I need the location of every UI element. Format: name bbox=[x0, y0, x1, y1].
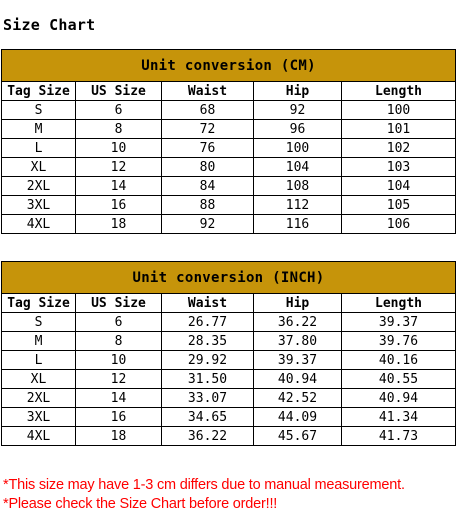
table-cell: 106 bbox=[342, 215, 456, 234]
table-row bbox=[2, 177, 456, 196]
table-cell: 2XL bbox=[2, 389, 76, 408]
table-cell: 12 bbox=[76, 158, 162, 177]
table-cell: 37.80 bbox=[254, 332, 342, 351]
table-cell: 116 bbox=[254, 215, 342, 234]
table-cell: 31.50 bbox=[162, 370, 254, 389]
table-row bbox=[2, 332, 456, 351]
table-cell: 105 bbox=[342, 196, 456, 215]
table-cell: 41.73 bbox=[342, 427, 456, 446]
table-cell: XL bbox=[2, 370, 76, 389]
table-cell: 44.09 bbox=[254, 408, 342, 427]
table-row bbox=[2, 389, 456, 408]
table-cell: 40.55 bbox=[342, 370, 456, 389]
table-cell: 3XL bbox=[2, 196, 76, 215]
table-cell: 72 bbox=[162, 120, 254, 139]
table-cell: 100 bbox=[342, 101, 456, 120]
table-row bbox=[2, 351, 456, 370]
table-cell: 6 bbox=[76, 101, 162, 120]
table-cell: 16 bbox=[76, 196, 162, 215]
table-cell: 41.34 bbox=[342, 408, 456, 427]
table-cell: 88 bbox=[162, 196, 254, 215]
column-header: Waist bbox=[162, 82, 254, 101]
table-cell: 26.77 bbox=[162, 313, 254, 332]
page-title: Size Chart bbox=[3, 16, 96, 34]
table-cell: 68 bbox=[162, 101, 254, 120]
table-cell: 104 bbox=[342, 177, 456, 196]
table-cell: 45.67 bbox=[254, 427, 342, 446]
table-cell: 29.92 bbox=[162, 351, 254, 370]
table-cell: L bbox=[2, 139, 76, 158]
table-row bbox=[2, 101, 456, 120]
table-cell: 14 bbox=[76, 389, 162, 408]
table-row bbox=[2, 158, 456, 177]
table-row bbox=[2, 408, 456, 427]
table-cell: S bbox=[2, 313, 76, 332]
table-row bbox=[2, 215, 456, 234]
table-cell: 3XL bbox=[2, 408, 76, 427]
table-cell: M bbox=[2, 332, 76, 351]
table-cell: 103 bbox=[342, 158, 456, 177]
column-header: Waist bbox=[162, 294, 254, 313]
order-note: *Please check the Size Chart before order!!! bbox=[3, 496, 278, 512]
table-cell: 92 bbox=[254, 101, 342, 120]
table-header-row bbox=[2, 82, 456, 101]
column-header: US Size bbox=[76, 294, 162, 313]
table-cell: 18 bbox=[76, 427, 162, 446]
table-row bbox=[2, 139, 456, 158]
table-row bbox=[2, 313, 456, 332]
table-cell: 100 bbox=[254, 139, 342, 158]
table-cell: S bbox=[2, 101, 76, 120]
table-cell: 80 bbox=[162, 158, 254, 177]
table-cell: XL bbox=[2, 158, 76, 177]
column-header: Hip bbox=[254, 82, 342, 101]
table-caption: Unit conversion (INCH) bbox=[2, 262, 456, 294]
size-table-cm bbox=[1, 49, 456, 234]
table-cell: 104 bbox=[254, 158, 342, 177]
table-cell: 102 bbox=[342, 139, 456, 158]
table-row bbox=[2, 120, 456, 139]
table-cell: 14 bbox=[76, 177, 162, 196]
column-header: Tag Size bbox=[2, 294, 76, 313]
table-cell: 40.16 bbox=[342, 351, 456, 370]
table-cell: 12 bbox=[76, 370, 162, 389]
table-cell: 39.37 bbox=[342, 313, 456, 332]
table-row bbox=[2, 196, 456, 215]
table-cell: 34.65 bbox=[162, 408, 254, 427]
table-caption: Unit conversion (CM) bbox=[2, 50, 456, 82]
column-header: Hip bbox=[254, 294, 342, 313]
table-row bbox=[2, 427, 456, 446]
table-cell: 8 bbox=[76, 120, 162, 139]
table-cell: 36.22 bbox=[162, 427, 254, 446]
table-cell: 6 bbox=[76, 313, 162, 332]
table-cell: 42.52 bbox=[254, 389, 342, 408]
size-table-inch bbox=[1, 261, 456, 446]
table-caption-row bbox=[2, 50, 456, 82]
column-header: Tag Size bbox=[2, 82, 76, 101]
table-cell: 10 bbox=[76, 351, 162, 370]
table-cell: 40.94 bbox=[254, 370, 342, 389]
table-row bbox=[2, 370, 456, 389]
measurement-note: *This size may have 1-3 cm differs due to manual measurement. bbox=[3, 477, 405, 493]
table-cell: 39.76 bbox=[342, 332, 456, 351]
table-cell: 18 bbox=[76, 215, 162, 234]
table-cell: 36.22 bbox=[254, 313, 342, 332]
table-caption-row bbox=[2, 262, 456, 294]
table-cell: 101 bbox=[342, 120, 456, 139]
table-cell: 96 bbox=[254, 120, 342, 139]
table-cell: 2XL bbox=[2, 177, 76, 196]
table-cell: 76 bbox=[162, 139, 254, 158]
table-cell: 92 bbox=[162, 215, 254, 234]
table-cell: L bbox=[2, 351, 76, 370]
table-cell: 8 bbox=[76, 332, 162, 351]
column-header: Length bbox=[342, 82, 456, 101]
table-cell: 39.37 bbox=[254, 351, 342, 370]
table-cell: 40.94 bbox=[342, 389, 456, 408]
table-cell: 4XL bbox=[2, 427, 76, 446]
table-cell: 4XL bbox=[2, 215, 76, 234]
table-header-row bbox=[2, 294, 456, 313]
table-cell: 108 bbox=[254, 177, 342, 196]
column-header: US Size bbox=[76, 82, 162, 101]
table-cell: 10 bbox=[76, 139, 162, 158]
table-cell: M bbox=[2, 120, 76, 139]
column-header: Length bbox=[342, 294, 456, 313]
table-cell: 112 bbox=[254, 196, 342, 215]
table-cell: 84 bbox=[162, 177, 254, 196]
table-cell: 33.07 bbox=[162, 389, 254, 408]
table-cell: 16 bbox=[76, 408, 162, 427]
table-cell: 28.35 bbox=[162, 332, 254, 351]
